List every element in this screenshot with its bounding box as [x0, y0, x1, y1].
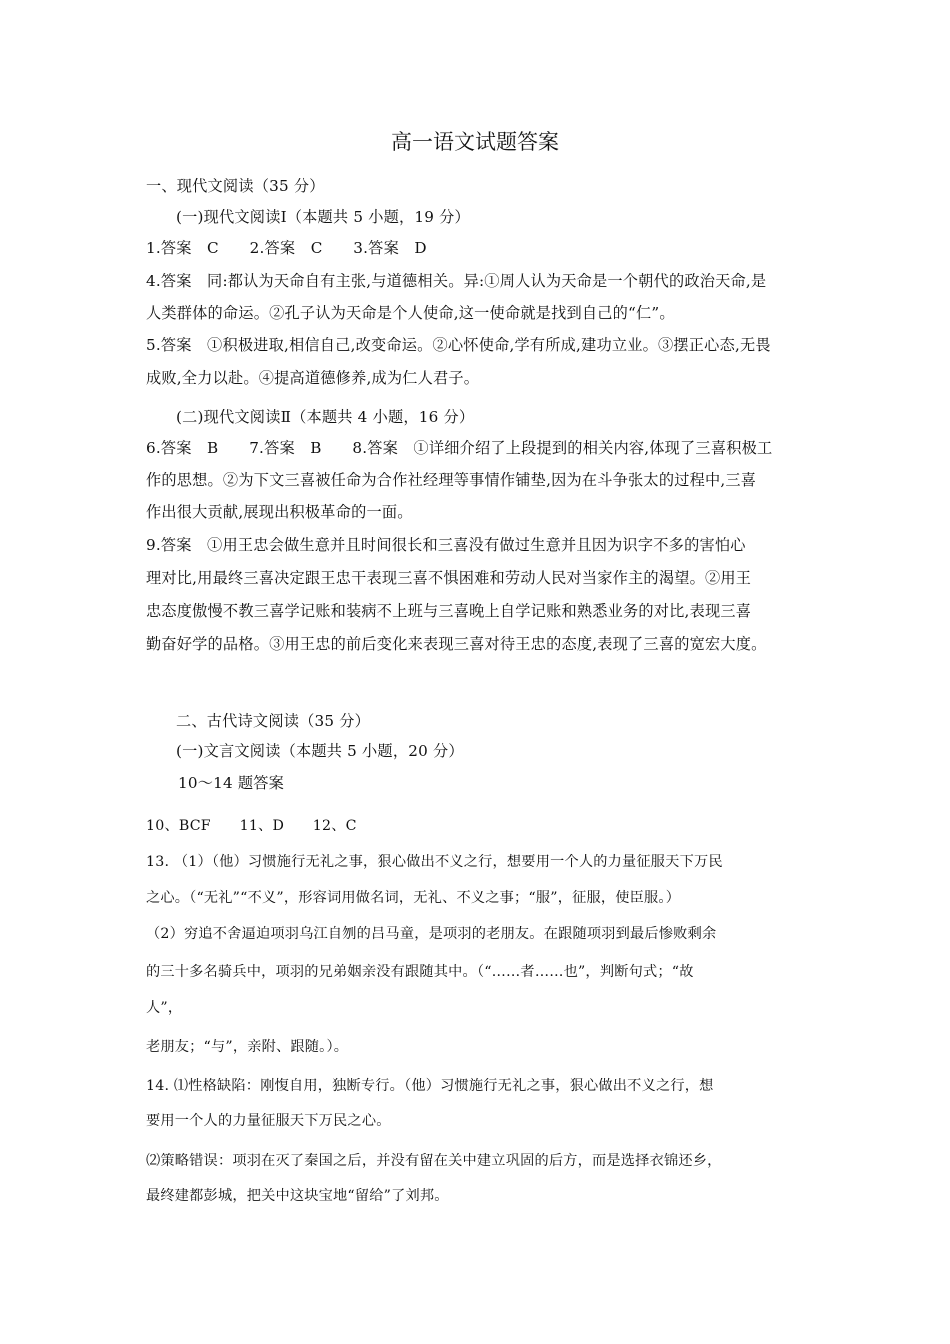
- answer-line: 勤奋好学的品格。③用王忠的前后变化来表现三喜对待王忠的态度,表现了三喜的宽宏大度。: [146, 635, 767, 653]
- answer-line: ⑵策略错误：项羽在灭了秦国之后，并没有留在关中建立巩固的后方，而是选择衣锦还乡，: [146, 1153, 722, 1169]
- answer-line: 13. （1）（他）习惯施行无礼之事，狠心做出不义之行，想要用一个人的力量征服天下万民: [146, 854, 723, 870]
- answer-line: 9.答案 ①用王忠会做生意并且时间很长和三喜没有做过生意并且因为识字不多的害怕心: [146, 536, 746, 554]
- answer-line: （2）穷追不舍逼迫项羽乌江自刎的吕马童，是项羽的老朋友。在跟随项羽到最后惨败剩余: [146, 926, 717, 942]
- answer-line: 最终建都彭城，把关中这块宝地“留给”了刘邦。: [146, 1188, 449, 1204]
- answer-line: 人类群体的命运。②孔子认为天命是个人使命,这一使命就是找到自己的“仁”。: [146, 304, 675, 322]
- answer-line: 1.答案 C 2.答案 C 3.答案 D: [146, 239, 427, 257]
- subsection-heading-modern-reading-2: (二)现代文阅读Ⅱ（本题共 4 小题，16 分）: [176, 408, 475, 426]
- answer-line: 要用一个人的力量征服天下万民之心。: [146, 1113, 391, 1129]
- section-heading-modern-reading: 一、现代文阅读（35 分）: [146, 177, 325, 195]
- answer-line: 的三十多名骑兵中，项羽的兄弟姻亲没有跟随其中。（“……者……也”，判断句式；“故: [146, 964, 694, 980]
- answer-range-heading: 10～14 题答案: [178, 774, 285, 792]
- page-title: 高一语文试题答案: [391, 130, 559, 154]
- answer-line: 理对比,用最终三喜决定跟王忠干表现三喜不惧困难和劳动人民对当家作主的渴望。②用王: [146, 569, 752, 587]
- answer-line: 人”，: [146, 1000, 183, 1016]
- subsection-heading-modern-reading-1: (一)现代文阅读Ⅰ（本题共 5 小题，19 分）: [176, 208, 470, 226]
- answer-line: 成败,全力以赴。④提高道德修养,成为仁人君子。: [146, 369, 480, 387]
- answer-line: 作出很大贡献,展现出积极革命的一面。: [146, 503, 413, 521]
- answer-line: 老朋友；“与”，亲附、跟随。）。: [146, 1039, 349, 1055]
- answer-line: 6.答案 B 7.答案 B 8.答案 ①详细介绍了上段提到的相关内容,体现了三喜积极工: [146, 439, 773, 457]
- answer-line: 忠态度傲慢不教三喜学记账和装病不上班与三喜晚上自学记账和熟悉业务的对比,表现三喜: [146, 602, 752, 620]
- answer-line: 5.答案 ①积极进取,相信自己,改变命运。②心怀使命,学有所成,建功立业。③摆正心态,无畏: [146, 336, 771, 354]
- answer-line: 4.答案 同:都认为天命自有主张,与道德相关。异:①周人认为天命是一个朝代的政治天命,是: [146, 272, 767, 290]
- answer-line: 14. ⑴性格缺陷：刚愎自用，独断专行。（他）习惯施行无礼之事，狠心做出不义之行，想: [146, 1078, 714, 1094]
- subsection-heading-classical-prose: (一)文言文阅读（本题共 5 小题，20 分）: [176, 742, 464, 760]
- answer-line: 之心。（“无礼”“不义”，形容词用做名词，无礼、不义之事；“服”，征服，使臣服。）: [146, 890, 681, 906]
- section-heading-classical-reading: 二、古代诗文阅读（35 分）: [176, 712, 371, 730]
- answer-line: 10、BCF 11、D 12、C: [146, 818, 357, 834]
- answer-line: 作的思想。②为下文三喜被任命为合作社经理等事情作铺垫,因为在斗争张太的过程中,三喜: [146, 471, 757, 489]
